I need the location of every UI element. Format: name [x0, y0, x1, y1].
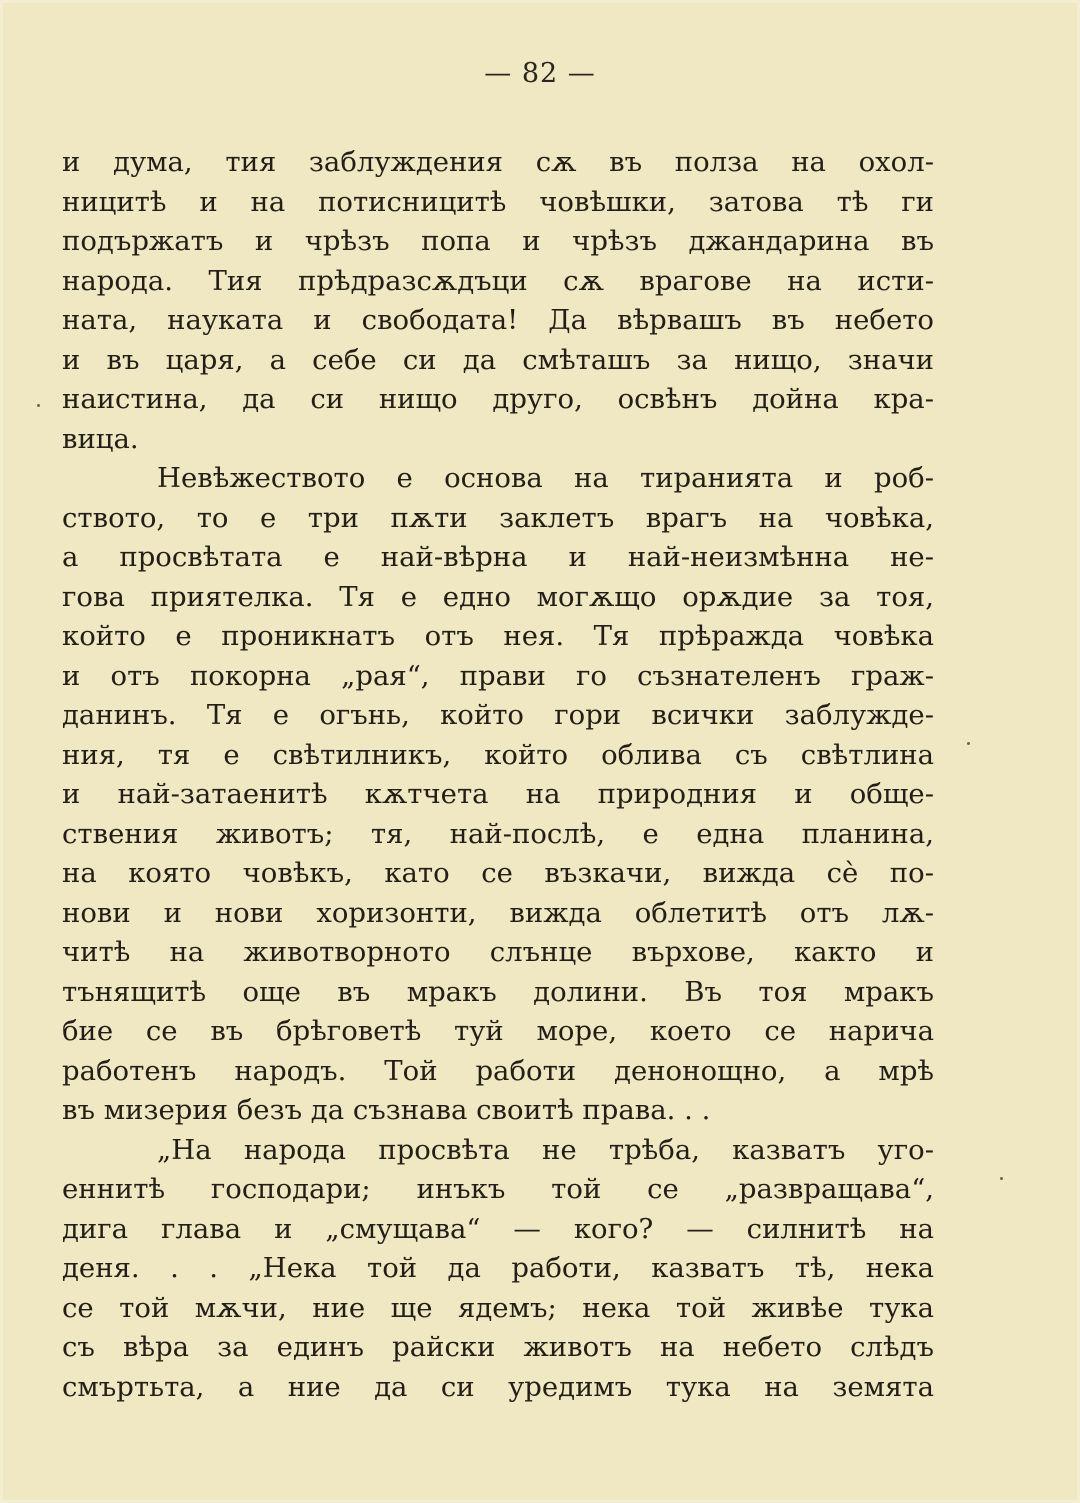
text-line: съ вѣра за единъ райски животъ на небето слѣдъ	[62, 1331, 934, 1363]
text-line: данинъ. Тя е огънь, който гори всички заблужде-	[62, 699, 934, 731]
text-line: Невѣжеството е основа на тиранията и роб-	[157, 462, 934, 494]
text-line: народа. Тия прѣдразсѫдъци сѫ врагове на исти-	[62, 264, 934, 297]
text-line: тънящитѣ още въ мракъ долини. Въ тоя мракъ	[62, 975, 934, 1008]
text-line: работенъ народъ. Той работи денонощно, а мрѣ	[62, 1054, 934, 1087]
text-line: подържатъ и чрѣзъ попа и чрѣзъ джандарина въ	[62, 225, 934, 257]
body-text	[62, 143, 934, 1407]
paragraph-3	[62, 1131, 934, 1408]
text-line: ствения животъ; тя, най-послѣ, е една планина,	[62, 817, 934, 850]
text-line: бие се въ брѣговетѣ туй море, което се нарича	[62, 1015, 934, 1047]
text-line: деня. . . „Нека той да работи, казватъ тѣ, нека	[62, 1252, 934, 1284]
text-line: въ мизерия безъ да съзнава своитѣ права. . .	[62, 1094, 711, 1126]
text-line: вица.	[62, 422, 139, 455]
text-line: „На народа просвѣта не трѣба, казватъ уго-	[157, 1133, 934, 1166]
paragraph-2	[62, 459, 934, 1131]
text-line: читѣ на животворното слънце върхове, както и	[62, 936, 934, 968]
paragraph-1	[62, 143, 934, 459]
page-number: — 82 —	[484, 58, 596, 89]
text-line: на която човѣкъ, като се възкачи, вижда сѐ по-	[62, 857, 934, 889]
text-line: гова приятелка. Тя е едно могѫщо орѫдие за тоя,	[62, 580, 934, 613]
text-line: ната, науката и свободата! Да вѣрвашъ въ небето	[62, 304, 934, 336]
paper-speck	[967, 742, 970, 745]
paper-speck	[37, 404, 40, 407]
text-line: смъртьта, а ние да си уредимъ тука на земята	[62, 1370, 934, 1403]
text-line: а просвѣтата е най-вѣрна и най-неизмѣнна не-	[62, 541, 934, 573]
text-line: дига глава и „смущава“ — кого? — силнитѣ на	[62, 1212, 934, 1245]
text-line: еннитѣ господари; инъкъ той се „развращава“,	[62, 1173, 934, 1205]
text-line: се той мѫчи, ние ще ядемъ; нека той живѣе тука	[62, 1291, 934, 1324]
text-line: нови и нови хоризонти, вижда облетитѣ отъ лѫ-	[62, 896, 934, 929]
text-line: и отъ покорна „рая“, прави го съзнателенъ граж-	[62, 659, 934, 692]
text-line: ния, тя е свѣтилникъ, който облива съ свѣтлина	[62, 738, 934, 771]
text-line: ството, то е три пѫти заклетъ врагъ на човѣка,	[62, 501, 934, 534]
text-line: и най-затаенитѣ кѫтчета на природния и обще-	[62, 778, 934, 810]
text-line: наистина, да си нищо друго, освѣнъ дойна кра-	[62, 383, 934, 415]
text-line: ницитѣ и на потисницитѣ човѣшки, затова тѣ ги	[62, 185, 934, 218]
text-line: и въ царя, а себе си да смѣташъ за нищо, значи	[62, 343, 934, 376]
paper-speck	[1000, 1177, 1003, 1180]
text-line: и дума, тия заблуждения сѫ въ полза на охол-	[62, 146, 934, 178]
text-line: който е проникнатъ отъ нея. Тя прѣражда човѣка	[62, 620, 934, 652]
